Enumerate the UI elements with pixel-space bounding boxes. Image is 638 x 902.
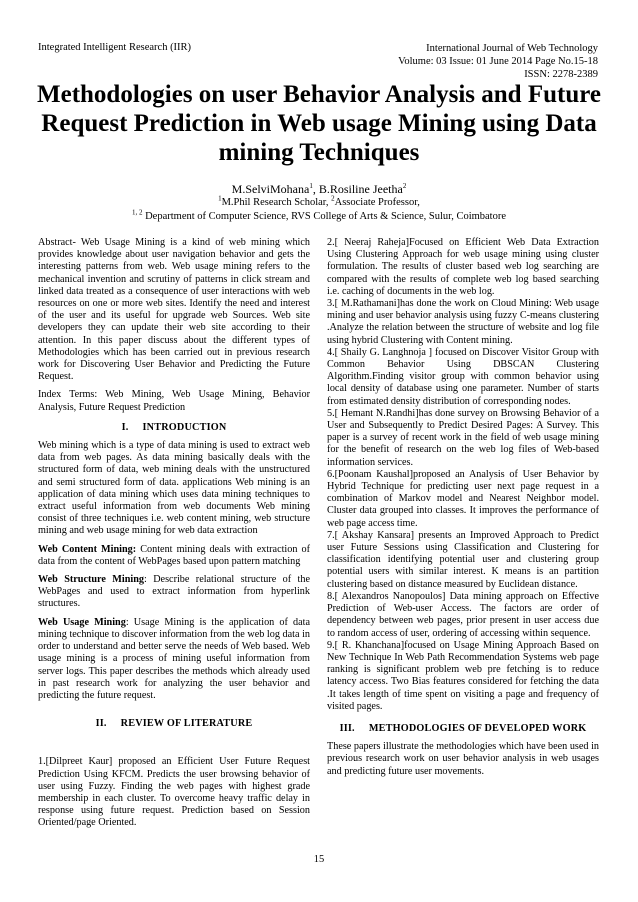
page-number: 15 [313,854,325,865]
section-title: INTRODUCTION [142,421,227,433]
author-block [0,182,638,224]
author-2-sup: 2 [402,182,407,190]
journal-issn: ISSN: 2278-2389 [524,69,598,80]
author-2: , B.Rosiline Jeetha [312,182,403,196]
literature-item-6: 6.[Poonam Kaushal]proposed an Analysis of User Behavior by Hybrid Technique for predicting user next page request in a combination of Markov model and Nearest Neighbor model. Cluster data grouped into classes. It improves the performance of web page access time. [327,468,599,529]
intro-paragraph: Web mining which is a type of data mining is used to extract web data from web pages. As data mining basically deals with the structured form of data, web mining deals with the unstructured and semi structured form of data. applications Web mining is an application of data mining which uses data mining techniques to extract useful information from web documents Web mining consist of three techniques i.e. web content mining, web structure mining and web usage mining for web data extraction [38,440,310,537]
methodologies-paragraph: These papers illustrate the methodologies which have been used in previous research work on user behavior analysis in web usages and predicting future user movements. [327,741,599,777]
author-1: M.SelviMohana [231,182,310,196]
paper-title: Methodologies on user Behavior Analysis and Future Request Prediction in Web usage Mining using Data mining Techniques [37,81,601,166]
section-heading-methodologies [327,723,599,735]
web-usage-mining-text: : Usage Mining is the application of data mining technique to discover information from the web log data in order to understand and better serve the needs of Web based. Web usage mining is a process of mining useful information from server logs. This paper describes the methods which already used in past research work for analyzing the user behavior and predicting the future request. [38,616,310,701]
aff1-text-2: Associate Professor, [334,197,420,208]
aff1-sup-1: 1 [218,194,222,203]
section-number: III. [339,722,355,734]
section-title: METHODOLOGIES OF DEVELOPED WORK [368,722,587,734]
author-1-sup: 1 [309,182,313,190]
literature-item-2: 2.[ Neeraj Raheja]Focused on Efficient Web Data Extraction Using Clustering Approach for web usage mining using cluster formulation. The results of cluster based web log searching are compared with the results of complete web log based searching i.e. caching of documents in the web log. [327,237,599,297]
affiliation-line-1 [0,196,638,210]
web-usage-mining-paragraph [38,617,310,702]
journal-header-right [398,42,598,81]
affiliation-line-2 [0,210,638,224]
section-heading-literature [38,718,310,730]
right-column [327,237,599,784]
left-column [38,237,310,836]
author-names [0,182,638,196]
literature-item-7: 7.[ Akshay Kansara] presents an Improved Approach to Predict user Future Sessions using Classification and Clustering for classification identifying potential user and clustering group potential users with similar interest. K means is an partition clustering based on distance measured by Euclidean distance. [327,529,599,590]
abstract-label: Abstract- [38,237,76,248]
abstract-text: Web Usage Mining is a kind of web mining which provides knowledge about user navigation behavior and gets the interesting patterns from web. Web usage mining refers to the mechanical invention and scrutiny of patterns in click stream and linked data treated as a consequence of user interactions with web resources on one or more web sites. Identify the need and interest of the user and its useful for upgrade web Sources. Web site developers they can update their web site according to their attention. In this paper discuss about the different types of Methodologies which has been carried out in previous research work for Discovering User Behavior and Predicting the Future Request. [38,237,310,383]
literature-item-1: 1.[Dilpreet Kaur] proposed an Efficient User Future Request Prediction Using KFCM. Predicts the user browsing behavior of user using Fuzzy. Finding the web pages with highest grade membership in each cluster. To overcome heavy traffic delay in response using future request. Prediction based on Session Oriented/page Oriented. [38,756,310,829]
web-structure-mining-paragraph [38,574,310,611]
aff2-text: Department of Computer Science, RVS College of Arts & Science, Sulur, Coimbatore [142,211,507,222]
aff1-sup-2: 2 [331,194,335,203]
web-content-mining-paragraph [38,544,310,568]
web-usage-mining-label: Web Usage Mining [38,616,126,628]
web-structure-mining-label: Web Structure Mining [38,574,144,586]
literature-item-5: 5.[ Hemant N.Randhi]has done survey on Browsing Behavior of a User and Subsequently to Predict Desired Pages: A Survey. This paper is a survey of recent work in the field of web usage mining for the benefit of research on the web log files of Web-based information services. [327,407,599,468]
web-content-mining-text: Content mining deals with extraction of data from the content of WebPages based upon pattern matching [38,543,310,567]
abstract [38,237,310,383]
literature-item-4: 4.[ Shaily G. Langhnoja ] focused on Discover Visitor Group with Common Behavior Using DBSCAN Clustering Algorithm.Finding visitor group with common behavior using local density of database using one parameter. Number of starts from estimated density distribution of corresponding nodes. [327,346,599,407]
section-title: REVIEW OF LITERATURE [120,718,253,730]
web-content-mining-label: Web Content Mining: [38,543,137,555]
literature-item-3: 3.[ M.Rathamani]has done the work on Cloud Mining: Web usage mining and user behavior analysis using fuzzy C-means clustering .Analyze the relation between the structure of website and log file using hybrid Clustering with Content mining. [327,298,599,346]
web-structure-mining-text: : Describe relational structure of the WebPages and used to extract information from hyperlink structures. [38,574,311,610]
aff2-sup: 1, 2 [131,208,143,217]
aff1-text-1: M.Phil Research Scholar, [221,197,332,208]
index-terms: Index Terms: Web Mining, Web Usage Mining, Behavior Analysis, Future Request Prediction [38,389,310,413]
literature-item-9: 9.[ R. Khanchana]focused on Usage Mining Approach Based on New Technique In Web Path Recommendation Systems web page ranking is significant problem web pre fetching is to reduce latency access. Two Bias features considered for fetching the data .It takes length of time spent on visiting a page and frequency of visited pages. [327,639,599,712]
section-number: II. [95,718,107,730]
journal-header-left: Integrated Intelligent Research (IIR) [38,42,192,53]
section-number: I. [121,421,129,433]
journal-name: International Journal of Web Technology [426,43,598,54]
section-heading-introduction [38,422,310,434]
journal-volume: Volume: 03 Issue: 01 June 2014 Page No.15-18 [398,56,598,67]
literature-item-8: 8.[ Alexandros Nanopoulos] Data mining approach on Effective Prediction of Web-user Access. The factors are order of dependency between web pages, prior present in user access due to random access of user, ordering of accessing within sequence. [327,590,599,639]
